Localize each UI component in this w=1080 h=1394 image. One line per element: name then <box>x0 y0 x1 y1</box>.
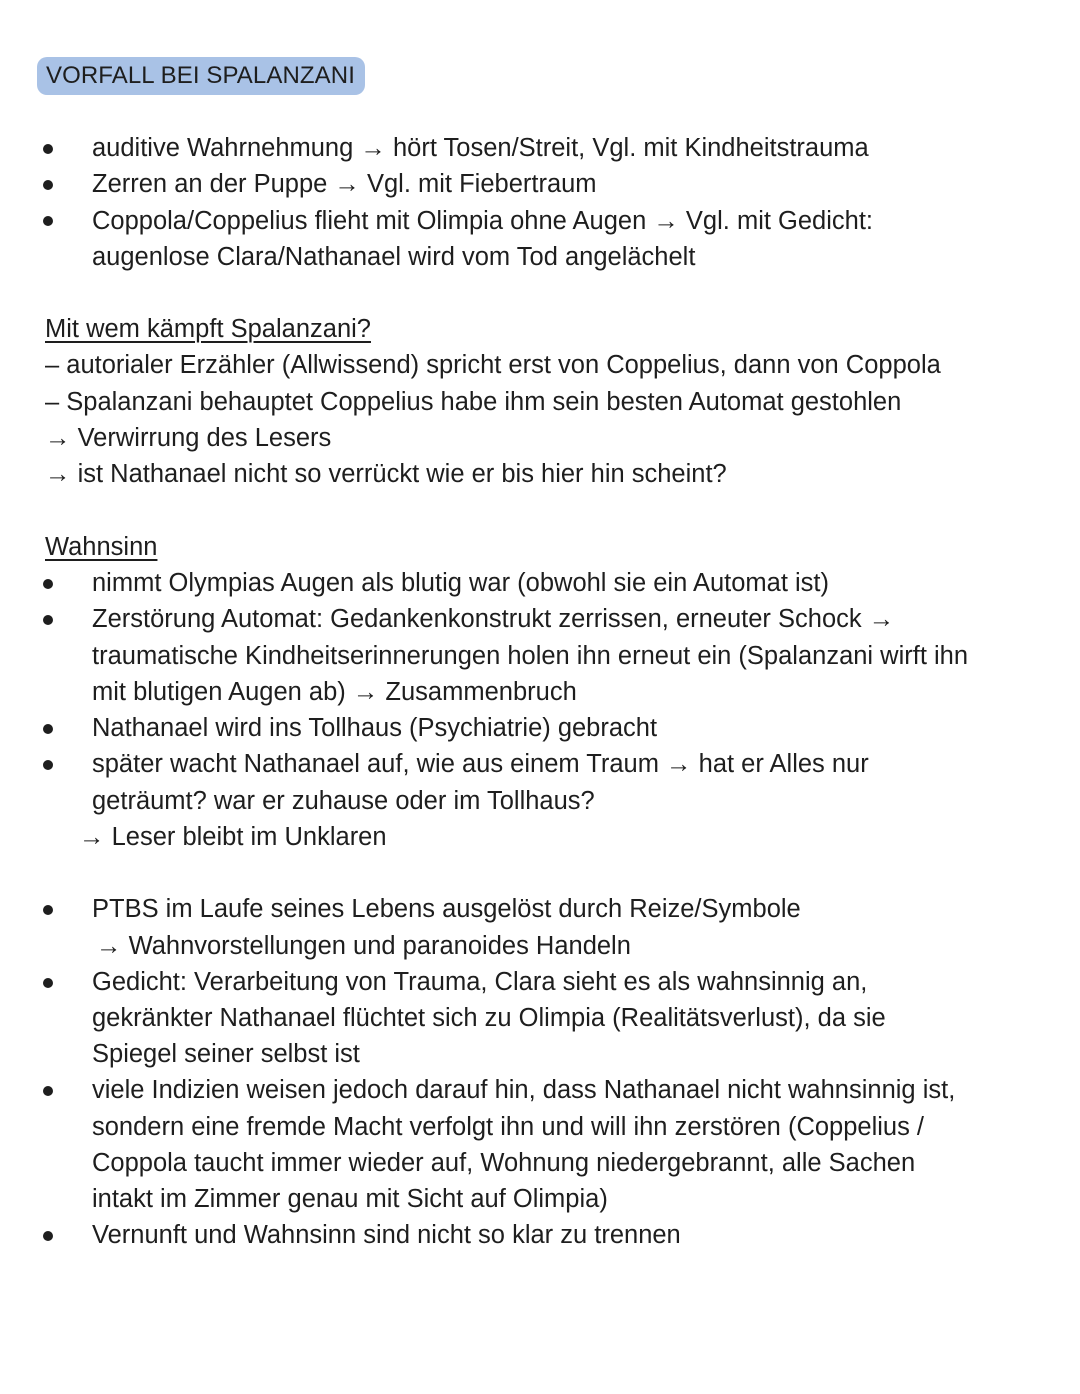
text-line: → Verwirrung des Lesers <box>45 424 332 452</box>
list-item-text: Coppola taucht immer wieder auf, Wohnung niedergebrannt, alle Sachen <box>92 1149 916 1177</box>
bullet-dot <box>43 180 53 190</box>
bullet-dot <box>43 615 53 625</box>
list-item-text: Nathanael wird ins Tollhaus (Psychiatrie) gebracht <box>92 714 658 742</box>
section-heading: Wahnsinn <box>45 533 158 561</box>
list-item-text: später wacht Nathanael auf, wie aus einem Traum → hat er Alles nur <box>92 750 869 778</box>
list-item-text: Gedicht: Verarbeitung von Trauma, Clara sieht es als wahnsinnig an, <box>92 968 868 996</box>
bullet-dot <box>43 724 53 734</box>
bullet-dot <box>43 1231 53 1241</box>
list-item-text: intakt im Zimmer genau mit Sicht auf Olimpia) <box>92 1185 608 1213</box>
bullet-dot <box>43 216 53 226</box>
list-item-text: Coppola/Coppelius flieht mit Olimpia ohne Augen → Vgl. mit Gedicht: <box>92 207 873 235</box>
list-item-text: Vernunft und Wahnsinn sind nicht so klar zu trennen <box>92 1221 681 1249</box>
bullet-dot <box>43 760 53 770</box>
list-item-text: gekränkter Nathanael flüchtet sich zu Olimpia (Realitätsverlust), da sie <box>92 1004 886 1032</box>
text-line: – autorialer Erzähler (Allwissend) spricht erst von Coppelius, dann von Coppola <box>45 351 941 379</box>
text-line: – Spalanzani behauptet Coppelius habe ihm sein besten Automat gestohlen <box>45 388 902 416</box>
list-item-text: → Wahnvorstellungen und paranoides Handeln <box>96 932 631 960</box>
bullet-dot <box>43 579 53 589</box>
list-item-text: Zerren an der Puppe → Vgl. mit Fiebertraum <box>92 170 597 198</box>
bullet-dot <box>43 905 53 915</box>
list-item-text: auditive Wahrnehmung → hört Tosen/Streit, Vgl. mit Kindheitstrauma <box>92 134 869 162</box>
section-heading: Mit wem kämpft Spalanzani? <box>45 315 371 343</box>
bullet-dot <box>43 144 53 154</box>
page-title: VORFALL BEI SPALANZANI <box>37 57 365 95</box>
conclusion-line: → Leser bleibt im Unklaren <box>79 823 387 851</box>
list-item-text: PTBS im Laufe seines Lebens ausgelöst durch Reize/Symbole <box>92 895 801 923</box>
list-item-text: geträumt? war er zuhause oder im Tollhaus? <box>92 787 595 815</box>
text-line: → ist Nathanael nicht so verrückt wie er bis hier hin scheint? <box>45 460 727 488</box>
list-item-text: Zerstörung Automat: Gedankenkonstrukt zerrissen, erneuter Schock → <box>92 605 895 633</box>
list-item-text: Spiegel seiner selbst ist <box>92 1040 360 1068</box>
list-item-text: nimmt Olympias Augen als blutig war (obwohl sie ein Automat ist) <box>92 569 829 597</box>
list-item-text: viele Indizien weisen jedoch darauf hin, dass Nathanael nicht wahnsinnig ist, <box>92 1076 956 1104</box>
bullet-dot <box>43 978 53 988</box>
bullet-dot <box>43 1086 53 1096</box>
list-item-text: traumatische Kindheitserinnerungen holen ihn erneut ein (Spalanzani wirft ihn <box>92 642 969 670</box>
list-item-text: mit blutigen Augen ab) → Zusammenbruch <box>92 678 577 706</box>
list-item-text: sondern eine fremde Macht verfolgt ihn und will ihn zerstören (Coppelius / <box>92 1113 925 1141</box>
list-item-text: augenlose Clara/Nathanael wird vom Tod angelächelt <box>92 243 696 271</box>
